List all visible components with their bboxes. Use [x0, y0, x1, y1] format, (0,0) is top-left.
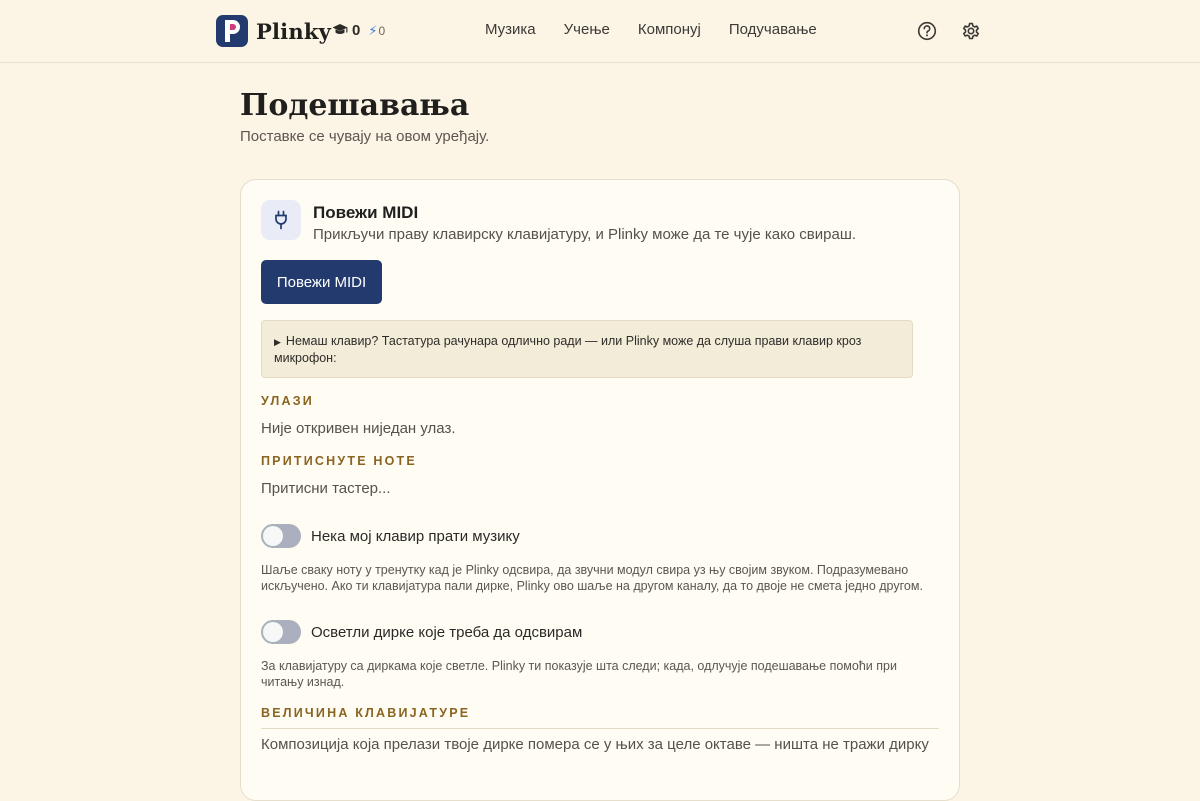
keyboard-size-label: ВЕЛИЧИНА КЛАВИЈАТУРЕ — [261, 706, 471, 720]
nav-learning[interactable]: Учење — [563, 21, 610, 38]
lessons-stat — [332, 22, 360, 39]
inputs-label: УЛАЗИ — [261, 394, 314, 408]
page-title: Подешавања — [240, 88, 470, 123]
connect-midi-button[interactable]: Повежи MIDI — [261, 260, 382, 304]
section-divider — [261, 728, 939, 729]
graduation-cap-icon — [332, 23, 348, 39]
toggle-knob — [263, 526, 283, 546]
light-keys-toggle-row[interactable] — [261, 620, 582, 644]
keyboard-size-description: Композиција која прелази твоје дирке помера се у њих за целе октаве — ништа не тражи дирку — [261, 736, 929, 753]
echo-piano-help: Шаље сваку ноту у тренутку кад је Plinky одсвира, да звучни модул свира уз њу својим звуком. Подразумевано искључено. Ако ти клавијатура пали дирке, Plinky ово шаље на другом каналу, да то двоје не смета једно другом. — [261, 563, 923, 593]
light-keys-help: За клавијатуру са диркама које светле. Plinky ти показује шта следи; када, одлучује подешавање помоћи при читању изнад. — [261, 659, 897, 689]
nav-teaching[interactable]: Подучавање — [728, 21, 817, 38]
echo-piano-toggle-label: Нека мој клавир прати музику — [311, 527, 520, 545]
gear-icon[interactable] — [960, 20, 982, 42]
header-actions — [916, 20, 1004, 42]
lightning-bolt-icon: ⚡ — [368, 22, 378, 38]
midi-settings-card — [240, 179, 960, 801]
light-keys-toggle-label: Осветли дирке које треба да одсвирам — [311, 623, 583, 641]
pressed-notes-value: Притисни тастер... — [261, 480, 391, 497]
lessons-count: 0 — [352, 22, 361, 39]
midi-card-description: Прикључи праву клавирску клавијатуру, и Plinky може да те чује како свираш. — [313, 226, 857, 243]
plinky-logo-icon — [216, 15, 248, 47]
pressed-notes-label: ПРИТИСНУТЕ НОТЕ — [261, 454, 417, 468]
toggle-knob — [263, 622, 283, 642]
inputs-status: Није откривен ниједан улаз. — [261, 420, 456, 437]
brand[interactable] — [216, 15, 331, 47]
disclosure-triangle-icon: ▶ — [274, 337, 281, 347]
no-piano-hint-text: Немаш клавир? Тастатура рачунара одлично ради — или Plinky може да слуша прави клавир кроз микрофон: — [274, 334, 862, 365]
nav-compose[interactable]: Компонуј — [637, 21, 701, 38]
help-icon[interactable] — [916, 20, 938, 42]
no-piano-disclosure[interactable] — [261, 320, 913, 378]
user-stats — [332, 22, 393, 39]
top-bar — [0, 0, 1200, 63]
streak-stat — [368, 23, 385, 39]
plug-icon — [261, 200, 301, 240]
main-nav — [485, 21, 845, 38]
echo-piano-toggle[interactable] — [261, 524, 301, 548]
app-name: Plinky — [256, 18, 331, 44]
page-subtitle: Поставке се чувају на овом уређају. — [240, 128, 490, 145]
midi-card-title: Повежи MIDI — [313, 203, 419, 222]
light-keys-toggle[interactable] — [261, 620, 301, 644]
streak-count: 0 — [378, 23, 386, 38]
echo-piano-toggle-row[interactable] — [261, 524, 520, 548]
nav-music[interactable]: Музика — [485, 21, 536, 38]
